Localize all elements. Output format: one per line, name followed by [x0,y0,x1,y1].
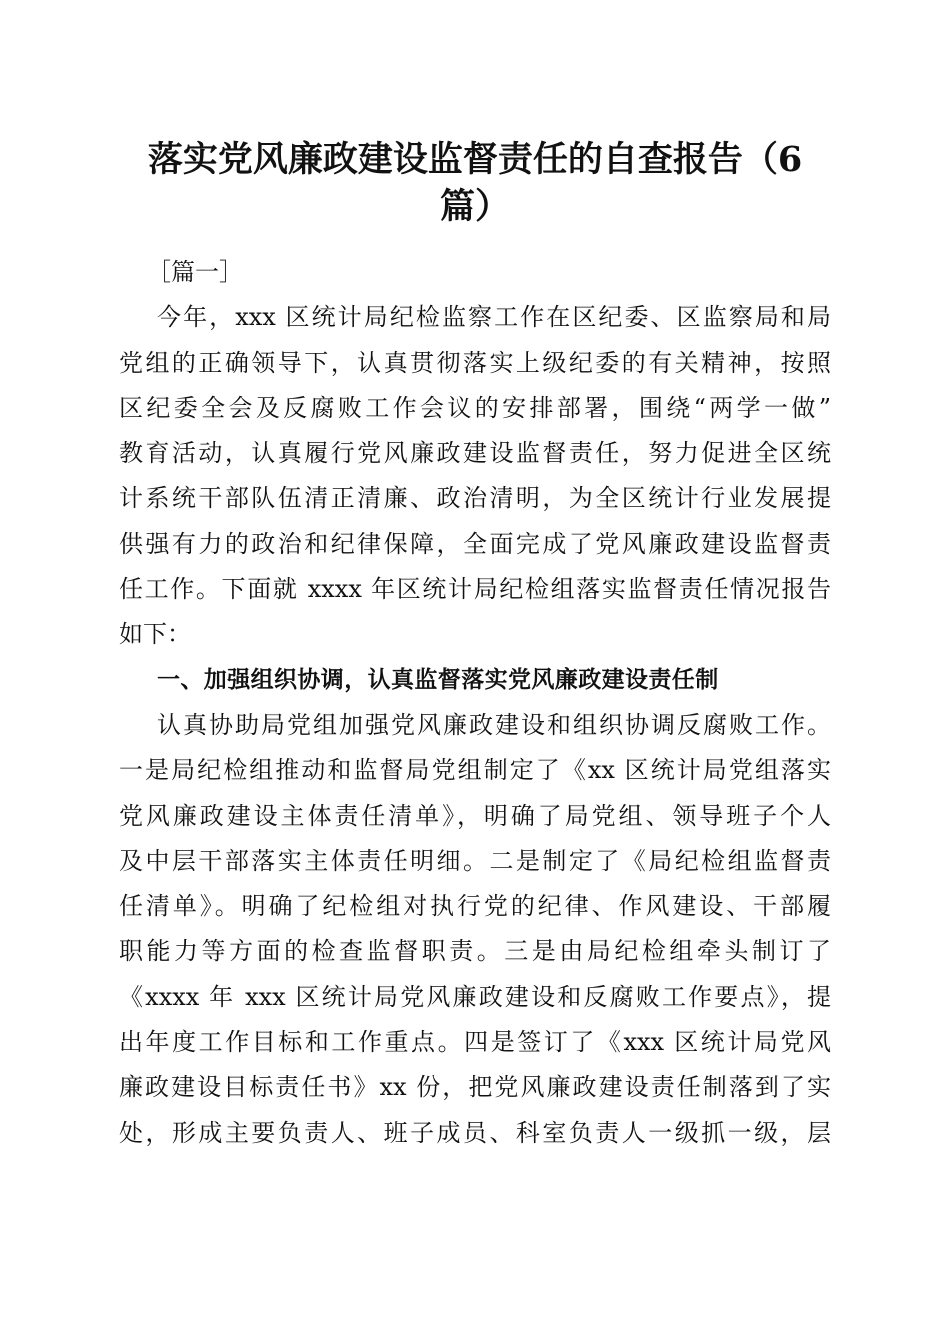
paragraph-line: 任清单》。明确了纪检组对执行党的纪律、作风建设、干部履 [119,892,831,921]
document-title [120,136,830,230]
paragraph-line: 一是局纪检组推动和监督局党组制定了《xx 区统计局党组落实 [119,756,831,785]
paragraph-line: 供强有力的政治和纪律保障，全面完成了党风廉政建设监督责 [119,529,831,558]
paragraph-line: 出年度工作目标和工作重点。四是签订了《xxx 区统计局党风 [119,1028,831,1057]
section-heading: 一、加强组织协调，认真监督落实党风廉政建设责任制 [157,666,719,693]
paragraph-2 [119,703,831,1156]
paragraph-line: 计系统干部队伍清正清廉、政治清明，为全区统计行业发展提 [119,484,831,513]
paragraph-line: 《xxxx 年 xxx 区统计局党风廉政建设和反腐败工作要点》，提 [119,982,831,1011]
paragraph-line: 认真协助局党组加强党风廉政建设和组织协调反腐败工作。 [157,710,831,739]
paragraph-line: 区纪委全会及反腐败工作会议的安排部署，围绕“两学一做” [119,393,831,422]
paragraph-line: 职能力等方面的检查监督职责。三是由局纪检组牵头制订了 [119,937,831,966]
document-body [119,250,831,1156]
paragraph-line: 党组的正确领导下，认真贯彻落实上级纪委的有关精神，按照 [119,348,831,377]
paragraph-line: 教育活动，认真履行党风廉政建设监督责任，努力促进全区统 [119,439,831,468]
paragraph-1 [119,295,831,657]
paragraph-line: 廉政建设目标责任书》xx 份，把党风廉政建设责任制落到了实 [119,1073,831,1102]
paragraph-line: 及中层干部落实主体责任明细。二是制定了《局纪检组监督责 [119,846,831,875]
paragraph-line: 处，形成主要负责人、班子成员、科室负责人一级抓一级，层 [119,1118,831,1147]
title-line-2: 篇） [439,186,510,227]
paragraph-line: 党风廉政建设主体责任清单》，明确了局党组、领导班子个人 [119,801,831,830]
paragraph-line: 任工作。下面就 xxxx 年区统计局纪检组落实监督责任情况报告 [119,575,831,604]
section-label: ［篇一］ [147,258,243,286]
paragraph-line: 今年，xxx 区统计局纪检监察工作在区纪委、区监察局和局 [157,303,831,332]
title-line-1: 落实党风廉政建设监督责任的自查报告（6 [147,139,803,180]
paragraph-line: 如下： [119,620,191,649]
